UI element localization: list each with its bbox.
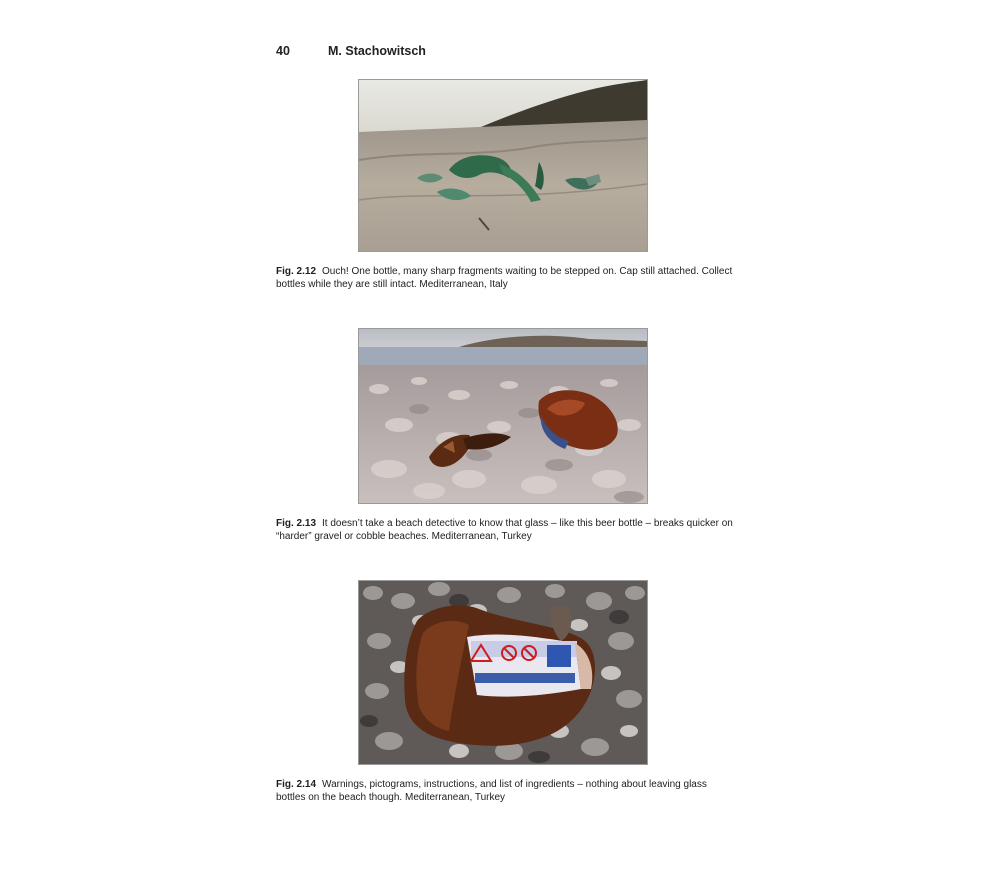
figure-label: Fig. 2.13	[276, 518, 317, 529]
figure-2-14-photo	[358, 580, 648, 765]
page-number: 40	[276, 44, 290, 58]
running-header	[276, 44, 426, 58]
figure-caption-text: Ouch! One bottle, many sharp fragments waiting to be stepped on. Cap still attached. Collect bottles while they are still intact. Mediterranean, Italy	[276, 266, 733, 290]
figure-2-13-caption	[276, 518, 736, 543]
figure-2-13-photo	[358, 328, 648, 504]
figure-label: Fig. 2.12	[276, 266, 317, 277]
figure-caption-text: It doesn’t take a beach detective to know that glass – like this beer bottle – breaks quicker on “harder” gravel or cobble beaches. Mediterranean, Turkey	[276, 518, 733, 542]
figure-2-12-caption	[276, 266, 736, 291]
figure-caption-text: Warnings, pictograms, instructions, and list of ingredients – nothing about leaving glass bottles on the beach though. Mediterranean, Turkey	[276, 779, 707, 803]
figure-2-14-caption	[276, 779, 736, 804]
figure-2-12-photo	[358, 79, 648, 252]
figure-label: Fig. 2.14	[276, 779, 317, 790]
running-author: M. Stachowitsch	[328, 44, 426, 58]
